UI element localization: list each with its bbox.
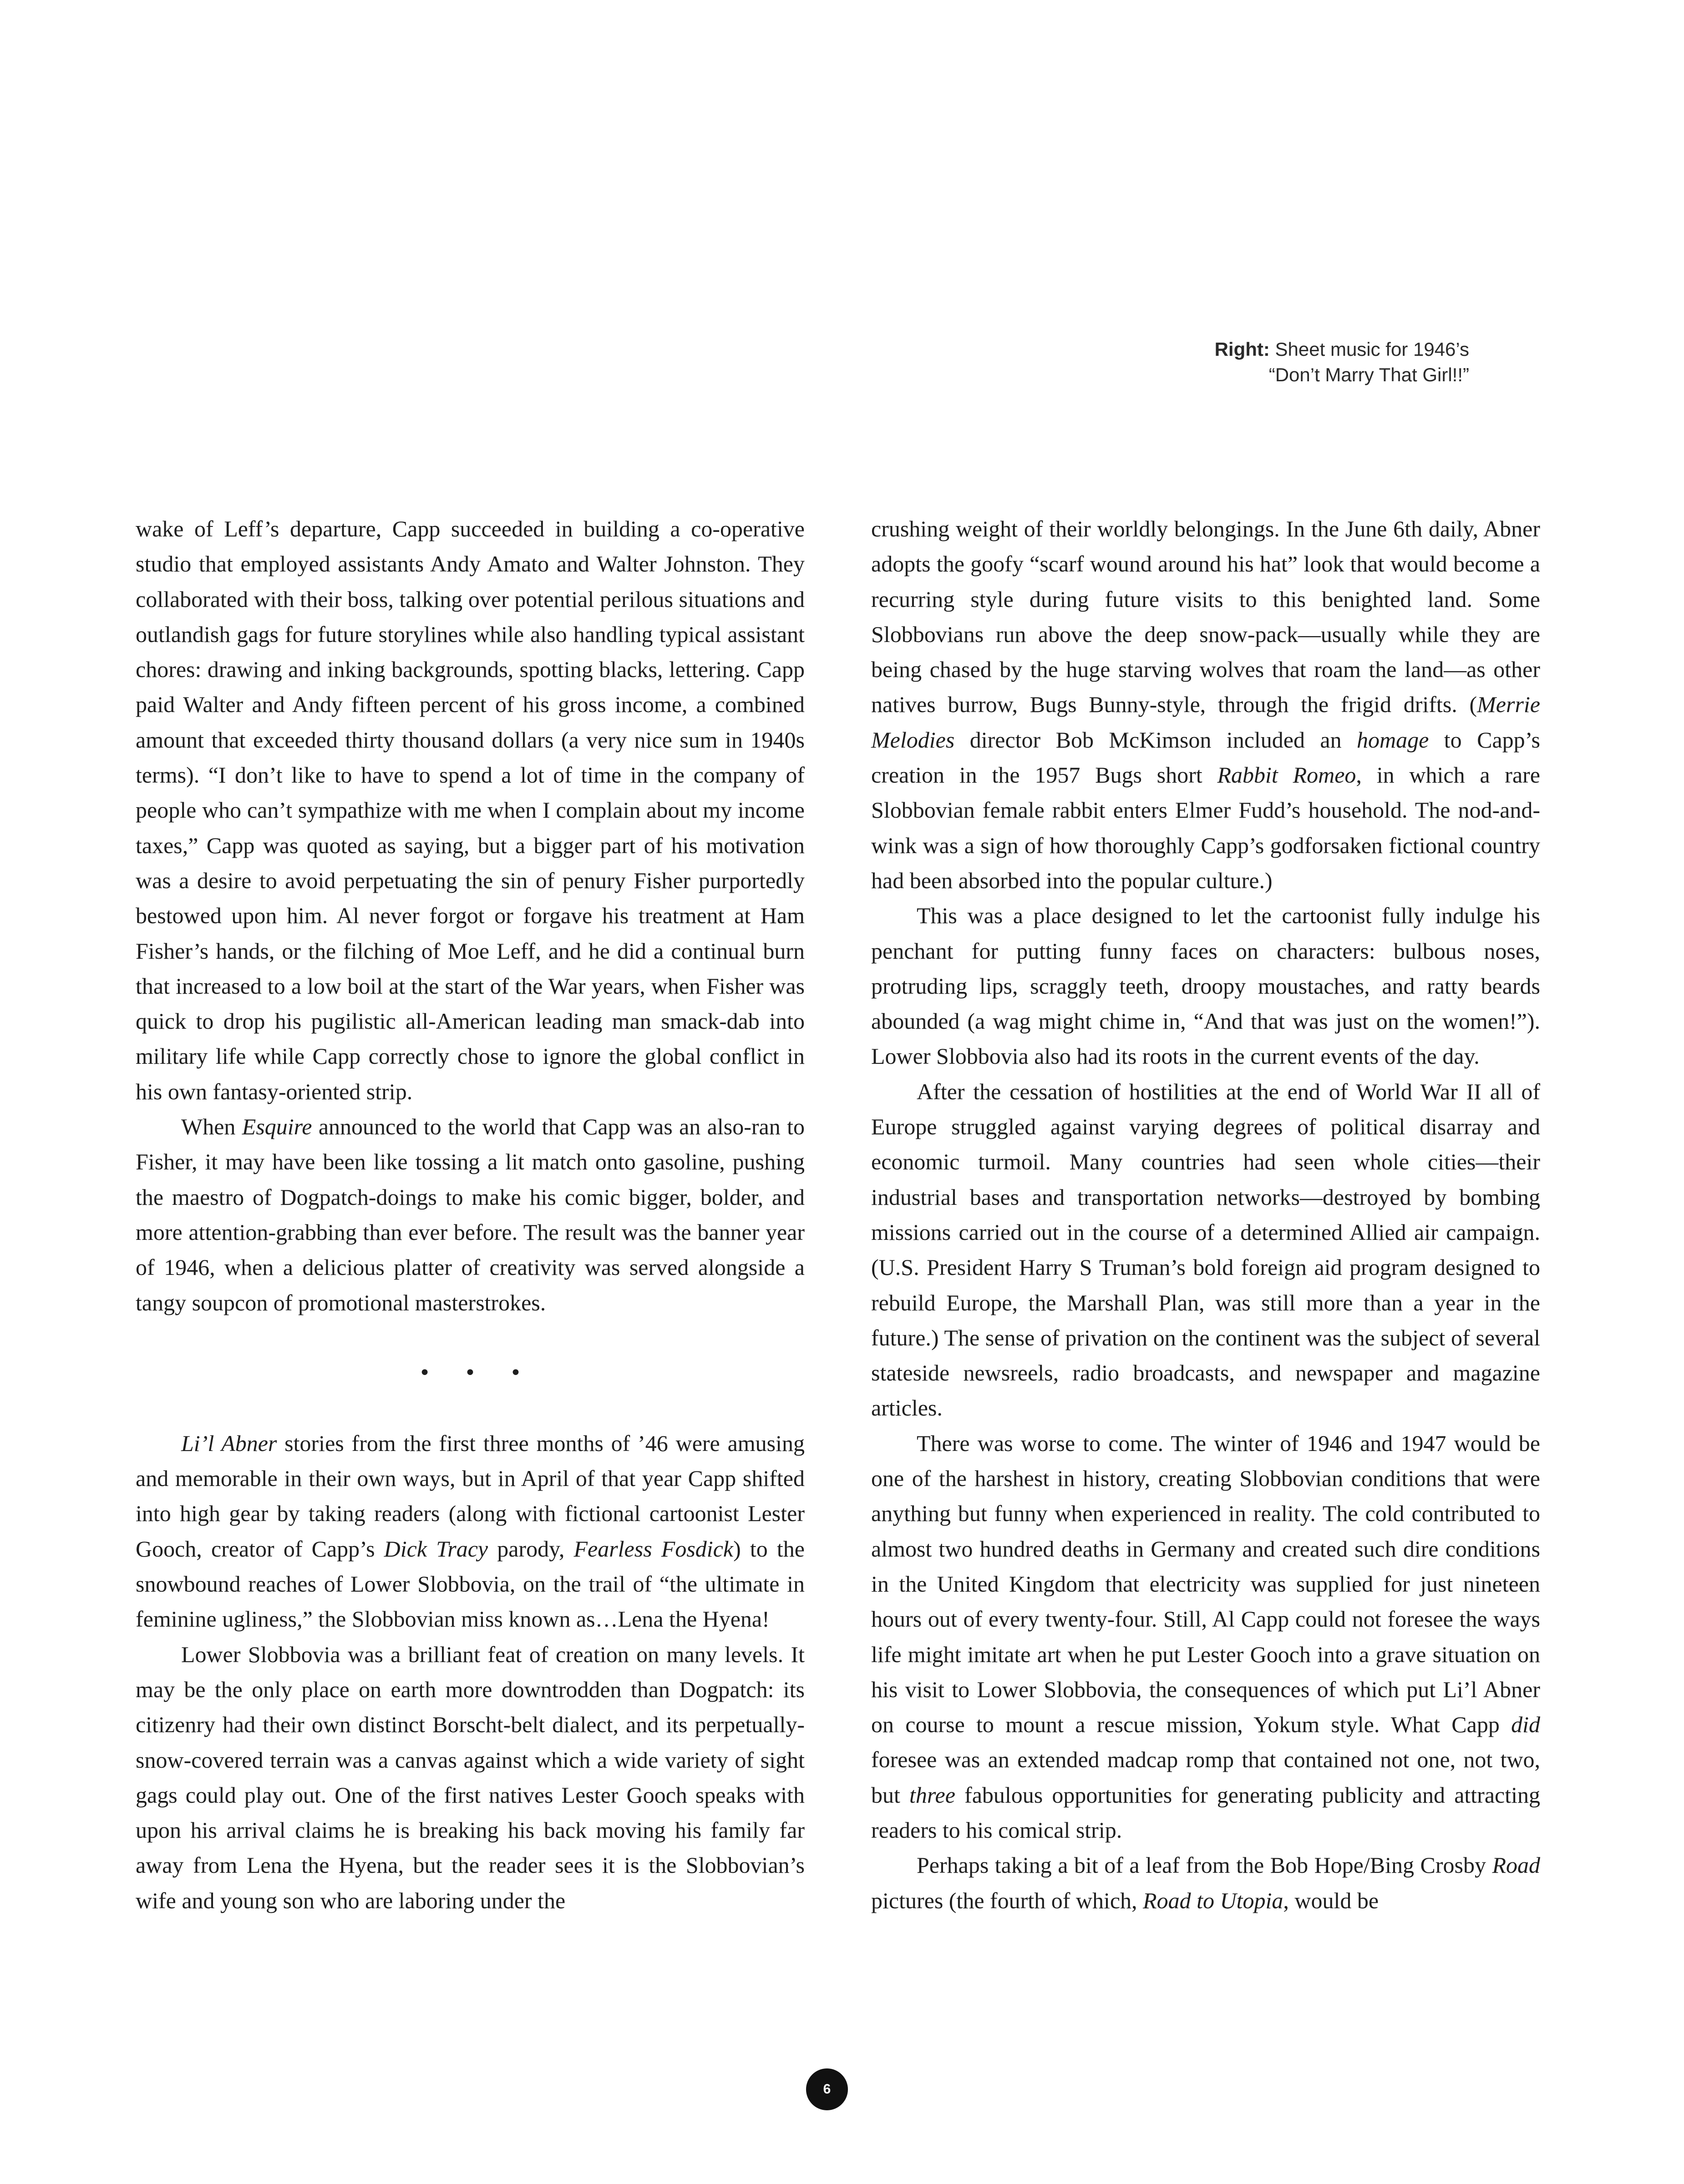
section-break: • • • [419,1361,535,1385]
italic-title: Dick Tracy [384,1536,488,1562]
italic-title: Fearless Fosdick [573,1536,734,1562]
paragraph: Li’l Abner stories from the first three months of ’46 were amusing and memorable in their own ways, but in April of that year Capp shifted into high gear by taking readers (along with fictional cartoonist Lester Gooch, creator of Capp’s Dick Tracy parody, Fearless Fosdick) to the snowbound reaches of Lower Slobbovia, on the trail of “the ultimate in feminine ugliness,” the Slobbovian miss known as…Lena the Hyena! [136,1430,805,1632]
paragraph: After the cessation of hostilities at the end of World War II all of Europe struggled against varying degrees of political disarray and economic turmoil. Many countries had seen whole cities—their industrial bases and transportation networks—destroyed by bombing missions carried out in the course of a determined Allied air campaign. (U.S. President Harry S Truman’s bold foreign aid program designed to rebuild Europe, the Marshall Plan, was still more than a year in the future.) The sense of privation on the continent was the subject of several stateside newsreels, radio broadcasts, and newspaper and magazine articles. [871,1078,1540,1421]
photo-caption [1060,337,1469,388]
italic-title: Rabbit Romeo [1217,762,1356,788]
italic-title: Li’l Abner [181,1430,277,1456]
italic-word: did [1511,1712,1540,1738]
paragraph: There was worse to come. The winter of 1946 and 1947 would be one of the harshest in history, creating Slobbovian conditions that were anything but funny when experienced in reality. The cold contributed to almost two hundred deaths in Germany and created such dire conditions in the United Kingdom that electricity was supplied for just nineteen hours out of every twenty-four. Still, Al Capp could not foresee the ways life might imitate art when he put Lester Gooch into a grave situation on his visit to Lower Slobbovia, the consequences of which put Li’l Abner on course to mount a rescue mission, Yokum style. What Capp did foresee was an extended madcap romp that contained not one, not two, but three fabulous opportunities for generating publicity and attracting readers to his comical strip. [871,1430,1540,1843]
italic-title: Esquire [242,1114,312,1140]
paragraph: crushing weight of their worldly belongings. In the June 6th daily, Abner adopts the goofy “scarf wound around his hat” look that would become a recurring style during future visits to this benighted land. Some Slobbovians run above the deep snow-pack—usually while they are being chased by the huge starving wolves that roam the land—as other natives burrow, Bugs Bunny-style, through the frigid drifts. (Merrie Melodies director Bob McKimson included an homage to Capp’s creation in the 1957 Bugs short Rabbit Romeo, in which a rare Slobbovian female rabbit enters Elmer Fudd’s household. The nod-and-wink was a sign of how thoroughly Capp’s godforsaken fictional country had been absorbed into the popular culture.) [871,516,1540,893]
page-number: 6 [806,2068,848,2110]
caption-label: Right: [1214,339,1270,360]
italic-title: Merrie Melodies [871,692,1540,753]
italic-title: Road to Utopia [1143,1887,1283,1913]
paragraph: When Esquire announced to the world that Capp was an also-ran to Fisher, it may have been like tossing a lit match onto gasoline, pushing the maestro of Dogpatch-doings to make his comic bigger, bolder, and more attention-grabbing than ever before. The result was the banner year of 1946, when a delicious platter of creativity was served alongside a tangy soupcon of promotional masterstrokes. [136,1114,805,1315]
caption-text-line2: “Don’t Marry That Girl!!” [1268,364,1469,385]
italic-word: three [909,1782,955,1808]
paragraph: Perhaps taking a bit of a leaf from the Bob Hope/Bing Crosby Road pictures (the fourth of which, Road to Utopia, would be [871,1852,1540,1913]
caption-text-line1: Sheet music for 1946’s [1275,339,1469,360]
right-column [871,511,1540,1918]
italic-word: homage [1357,727,1429,753]
paragraph: Lower Slobbovia was a brilliant feat of creation on many levels. It may be the only place on earth more downtrodden than Dogpatch: its citizenry had their own distinct Borscht-belt dialect, and its perpetually-snow-covered terrain was a canvas against which a wide variety of sight gags could play out. One of the first natives Lester Gooch speaks with upon his arrival claims he is breaking his back moving his family far away from Lena the Hyena, but the reader sees it is the Slobbovian’s wife and young son who are laboring under the [136,1641,805,1913]
italic-title: Road [1492,1852,1540,1878]
left-column [136,511,805,1918]
paragraph: This was a place designed to let the cartoonist fully indulge his penchant for putting funny faces on characters: bulbous noses, protruding lips, scraggly teeth, droopy moustaches, and ratty beards abounded (a wag might chime in, “And that was just on the women!”). Lower Slobbovia also had its roots in the current events of the day. [871,903,1540,1069]
paragraph: wake of Leff’s departure, Capp succeeded in building a co-operative studio that employed assistants Andy Amato and Walter Johnston. They collaborated with their boss, talking over potential perilous situations and outlandish gags for future storylines while also handling typical assistant chores: drawing and inking backgrounds, spotting blacks, lettering. Capp paid Walter and Andy fifteen percent of his gross income, a combined amount that exceeded thirty thousand dollars (a very nice sum in 1940s terms). “I don’t like to have to spend a lot of time in the company of people who can’t sympathize with me when I complain about my income taxes,” Capp was quoted as saying, but a bigger part of his motivation was a desire to avoid perpetuating the sin of penury Fisher purportedly bestowed upon him. Al never forgot or forgave his treatment at Ham Fisher’s hands, or the filching of Moe Leff, and he did a continual burn that increased to a low boil at the start of the War years, when Fisher was quick to drop his pugilistic all-American leading man smack-dab into military life while Capp correctly chose to ignore the global conflict in his own fantasy-oriented strip. [136,516,805,1104]
